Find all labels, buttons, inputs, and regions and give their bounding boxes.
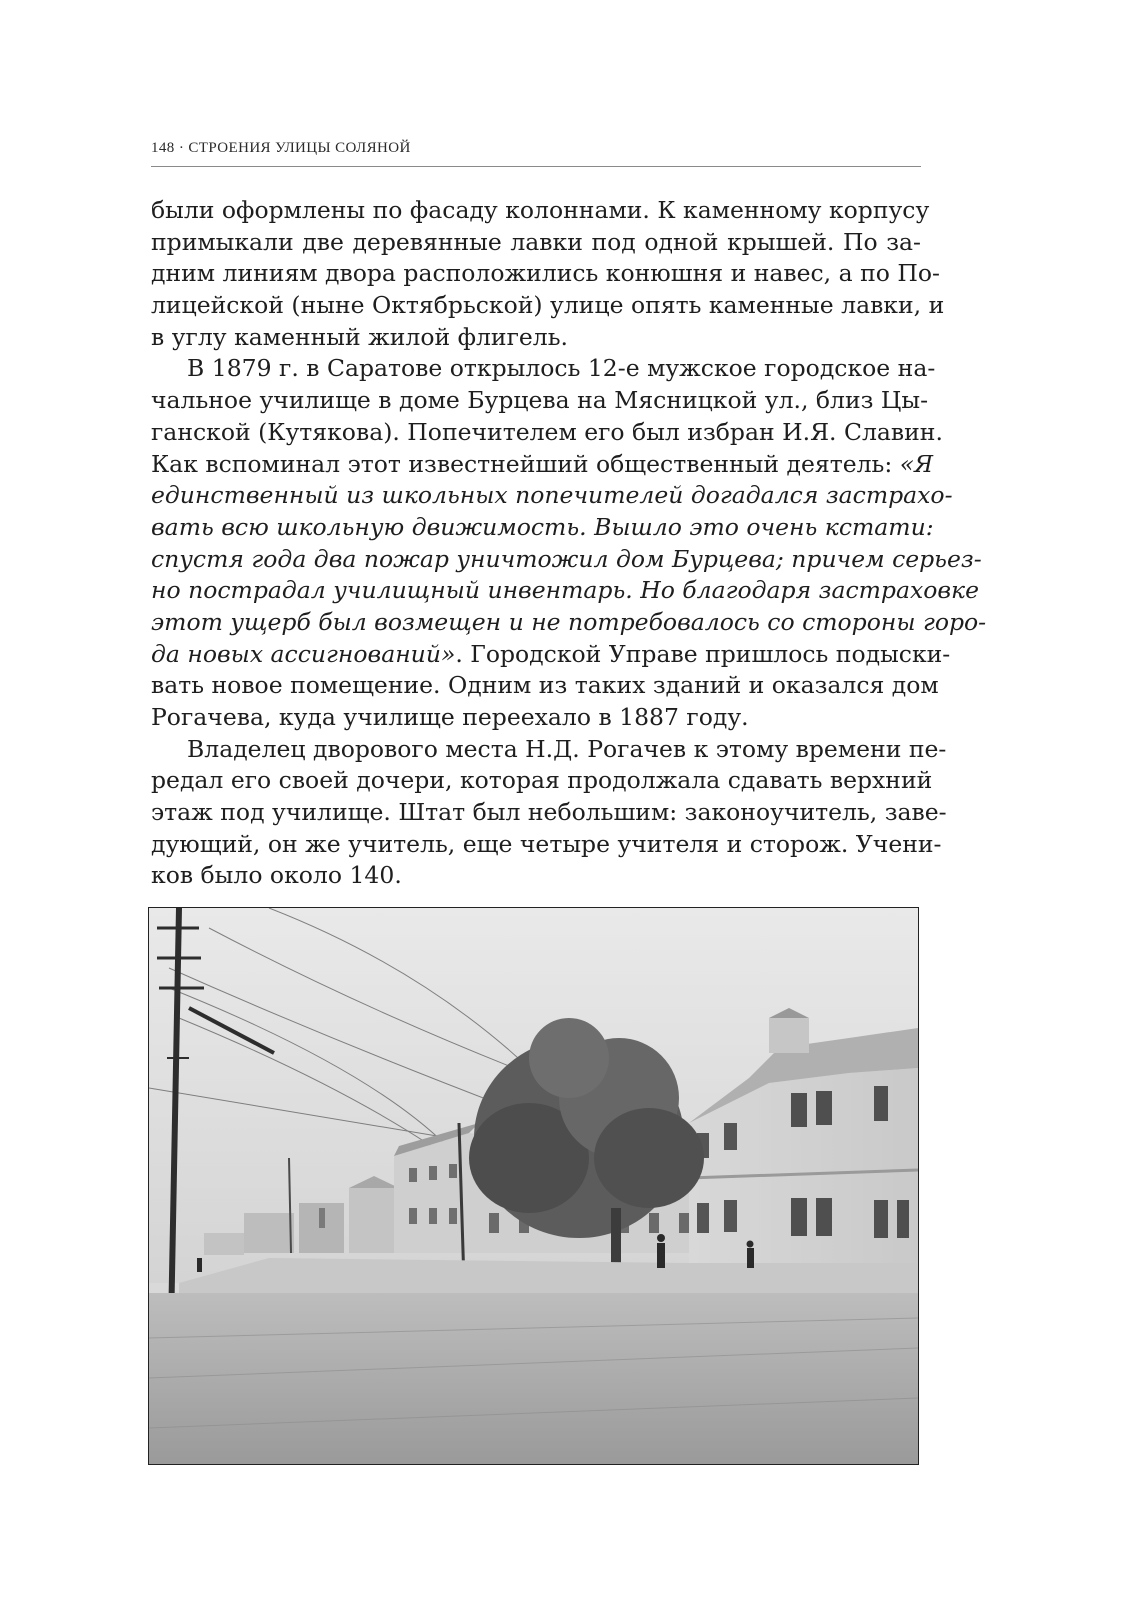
quote-line: [151, 480, 953, 512]
text-span: . Городской Управе пришлось подыски-: [455, 639, 951, 668]
quote-span: спустя года два пожар уничтожил дом Бурцева; причем серьез-: [151, 544, 982, 573]
quote-line: [151, 512, 934, 544]
text-line: лицейской (ныне Октябрьской) улице опять каменные лавки, и: [151, 291, 945, 320]
text-line: Владелец дворового места Н.Д. Рогачев к этому времени пе-: [187, 734, 947, 763]
text-line: были оформлены по фасаду колоннами. К каменному корпусу: [151, 196, 930, 224]
quote-line: [151, 607, 987, 639]
text-line: в углу каменный жилой флигель.: [151, 322, 568, 351]
quote-span: единственный из школьных попечителей догадался застрахо-: [151, 481, 953, 510]
text-line: этаж под училище. Штат был небольшим: законоучитель, заве-: [151, 798, 947, 827]
quote-line: [151, 575, 979, 607]
text-line: ганской (Кутякова). Попечителем его был избран И.Я. Славин.: [151, 417, 943, 446]
text-line: вать новое помещение. Одним из таких зданий и оказался дом: [151, 671, 939, 700]
quote-span: да новых ассигнований»: [151, 639, 456, 668]
text-line: примыкали две деревянные лавки под одной крышей. По за-: [151, 227, 921, 256]
quote-span: но пострадал училищный инвентарь. Но благодаря застраховке: [151, 576, 979, 605]
header-separator: ·: [174, 140, 189, 156]
page-number: 148: [151, 140, 175, 156]
text-line: дним линиям двора расположились конюшня и навес, а по По-: [151, 259, 940, 288]
quote-span: этот ущерб был возмещен и не потребовалось со стороны горо-: [151, 607, 987, 636]
text-line: В 1879 г. в Саратове открылось 12-е мужское городское на-: [187, 354, 936, 383]
street: [149, 1293, 918, 1464]
quote-line: [151, 544, 982, 576]
body-text: [151, 195, 987, 892]
photo-illustration: [149, 908, 918, 1464]
text-line: редал его своей дочери, которая продолжала сдавать верхний: [151, 766, 933, 795]
text-line: ков было около 140.: [151, 861, 402, 890]
text-line-mixed: [151, 449, 934, 481]
quote-span: «Я: [899, 449, 934, 478]
text-line: чальное училище в доме Бурцева на Мясницкой ул., близ Цы-: [151, 386, 929, 415]
quote-span: вать всю школьную движимость. Вышло это очень кстати:: [151, 512, 934, 541]
section-title: СТРОЕНИЯ УЛИЦЫ СОЛЯНОЙ: [188, 140, 411, 156]
text-line: Рогачева, куда училище переехало в 1887 году.: [151, 703, 749, 731]
archival-street-photo: [148, 907, 919, 1465]
text-span: Как вспоминал этот известнейший общественный деятель:: [151, 449, 900, 478]
text-line-mixed: [151, 639, 951, 671]
text-line: дующий, он же учитель, еще четыре учителя и сторож. Учени-: [151, 829, 942, 858]
running-head: [151, 140, 921, 167]
